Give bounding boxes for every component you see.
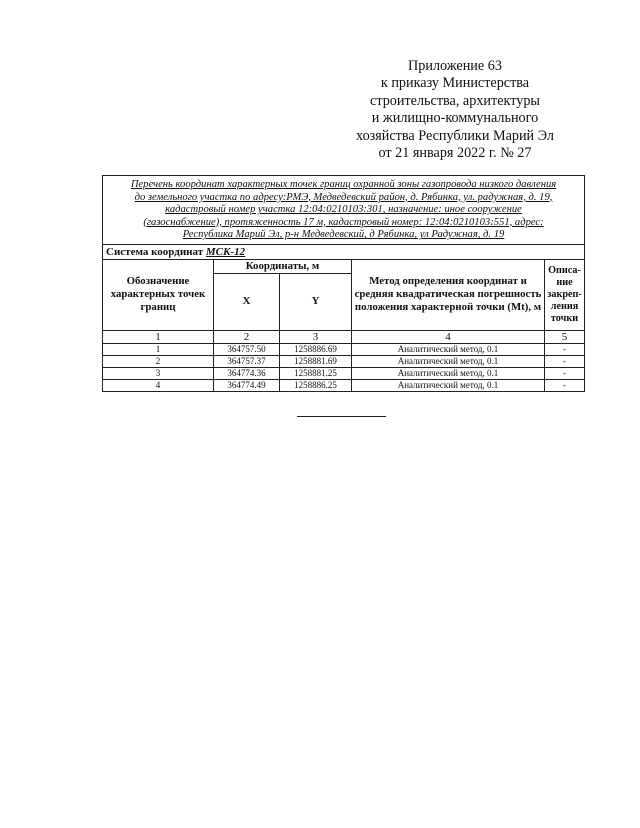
column-number: 4 (352, 330, 545, 343)
header-description: Описа-ние закреп-ления точки (545, 259, 585, 330)
point-number: 4 (103, 379, 214, 391)
appendix-line: и жилищно-коммунального (371, 110, 539, 127)
x-coordinate: 364774.36 (214, 367, 280, 379)
header-x: X (214, 273, 280, 330)
y-coordinate: 1258886.69 (280, 343, 352, 355)
point-number: 1 (103, 343, 214, 355)
table-title-line: Республика Марий Эл, р-н Медведевский, д Рябинка, ул Радужная, д. 19 (182, 229, 505, 241)
coordinate-system-label: Система координат (106, 245, 204, 258)
coordinate-system-value: МСК-12 (205, 245, 246, 258)
table-title-line: Перечень координат характерных точек границ охранной зоны газопровода низкого давления (130, 179, 557, 190)
table-title-line: до земельного участка по адресу:РМЭ, Медведевский район, д. Рябинка, ул. радужная, д. 19, (134, 191, 553, 203)
header-method: Метод определения координат и средняя квадратическая погрешность положения характерной точки (Mt), м (352, 259, 545, 330)
y-coordinate: 1258881.69 (280, 355, 352, 367)
description-value: - (545, 367, 585, 379)
description-value: - (545, 343, 585, 355)
coordinate-system (103, 244, 585, 259)
table-title-line: (газоснабжение), протяженность 17 м, кадастровый номер: 12:04:0210103:551, адрес: (143, 216, 544, 228)
coordinates-table (102, 175, 585, 392)
table-row (103, 379, 585, 391)
column-number: 5 (545, 330, 585, 343)
appendix-line: хозяйства Республики Марий Эл (356, 127, 554, 144)
appendix-line: от 21 января 2022 г. № 27 (378, 145, 532, 162)
appendix-line: к приказу Министерства (380, 75, 530, 92)
y-coordinate: 1258881.25 (280, 367, 352, 379)
header-row (103, 259, 585, 273)
table-title (103, 176, 585, 245)
description-value: - (545, 355, 585, 367)
coordinate-system-row (103, 244, 585, 259)
x-coordinate: 364757.37 (214, 355, 280, 367)
x-coordinate: 364774.49 (214, 379, 280, 391)
x-coordinate: 364757.50 (214, 343, 280, 355)
method-value: Аналитический метод, 0.1 (352, 379, 545, 391)
header-designation: Обозначение характерных точек границ (103, 259, 214, 330)
table-title-row (103, 176, 585, 245)
header-y: Y (280, 273, 352, 330)
column-number: 2 (214, 330, 280, 343)
point-number: 2 (103, 355, 214, 367)
table-row (103, 367, 585, 379)
column-numbers-row (103, 330, 585, 343)
point-number: 3 (103, 367, 214, 379)
appendix-line: Приложение 63 (408, 58, 502, 74)
appendix-line: строительства, архитектуры (370, 92, 540, 109)
signoff-line (297, 416, 386, 417)
y-coordinate: 1258886.25 (280, 379, 352, 391)
appendix-header (330, 58, 580, 162)
method-value: Аналитический метод, 0.1 (352, 367, 545, 379)
table-row (103, 355, 585, 367)
column-number: 1 (103, 330, 214, 343)
table-title-line: кадастровый номер участка 12:04:0210103:301, назначение: иное сооружение (165, 204, 522, 216)
table-row (103, 343, 585, 355)
method-value: Аналитический метод, 0.1 (352, 355, 545, 367)
description-value: - (545, 379, 585, 391)
column-number: 3 (280, 330, 352, 343)
header-coordinates: Координаты, м (214, 259, 352, 273)
method-value: Аналитический метод, 0.1 (352, 343, 545, 355)
